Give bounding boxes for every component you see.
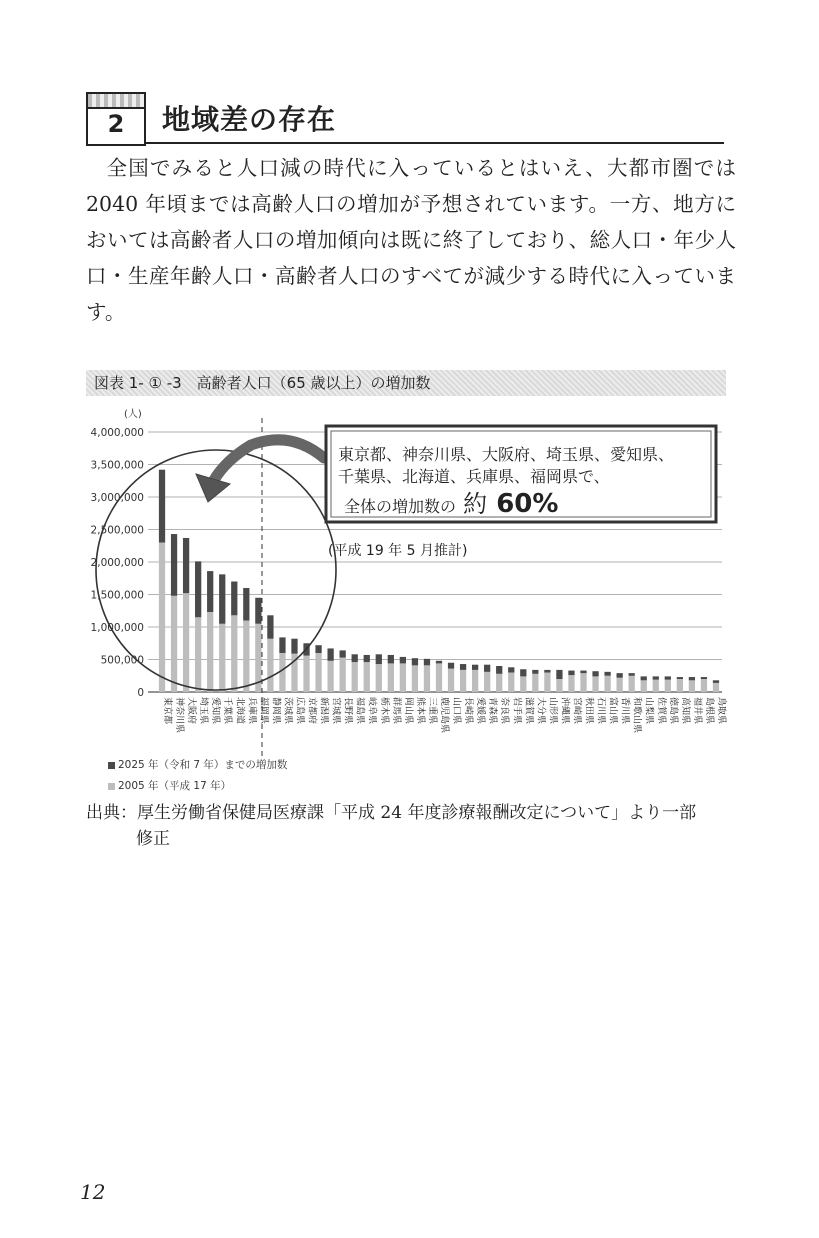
y-tick-label: 1,500,000 xyxy=(90,589,144,602)
increase-chart xyxy=(86,400,736,760)
bar-2005 xyxy=(400,663,406,692)
bar-2005 xyxy=(592,676,598,692)
x-tick-label: 高知県 xyxy=(679,697,690,725)
page-number: 12 xyxy=(80,1180,106,1204)
bar-increase-2025 xyxy=(496,666,502,674)
bar-increase-2025 xyxy=(255,598,261,624)
x-tick-label: 愛媛県 xyxy=(475,697,486,725)
bar-2005 xyxy=(352,662,358,692)
legend-swatch-dark xyxy=(108,762,115,769)
bar-increase-2025 xyxy=(520,669,526,676)
callout-line-3-prefix: 全体の増加数の xyxy=(344,497,457,516)
bar-2005 xyxy=(520,676,526,692)
bar-increase-2025 xyxy=(713,680,719,683)
bar-2005 xyxy=(315,653,321,692)
estimate-note: (平成 19 年 5 月推計) xyxy=(328,543,468,559)
bar-increase-2025 xyxy=(388,655,394,663)
x-tick-label: 香川県 xyxy=(619,697,630,725)
x-tick-label: 青森県 xyxy=(487,697,498,725)
x-tick-label: 福岡県 xyxy=(258,697,269,725)
x-tick-label: 広島県 xyxy=(294,697,305,725)
callout-line-1: 東京都、神奈川県、大阪府、埼玉県、愛知県、 xyxy=(338,445,675,464)
x-tick-label: 鳥取県 xyxy=(715,697,726,725)
x-tick-label: 佐賀県 xyxy=(655,697,666,725)
bar-2005 xyxy=(327,661,333,692)
bar-2005 xyxy=(532,674,538,692)
bar-2005 xyxy=(424,665,430,692)
x-tick-label: 宮城県 xyxy=(330,697,341,725)
bar-increase-2025 xyxy=(460,664,466,670)
x-tick-label: 福島県 xyxy=(354,697,365,725)
section-rule xyxy=(146,142,724,144)
bar-2005 xyxy=(436,663,442,692)
bar-2005 xyxy=(701,679,707,692)
bar-increase-2025 xyxy=(448,663,454,669)
bar-increase-2025 xyxy=(171,534,177,596)
legend-label-2025: 2025 年（令和 7 年）までの増加数 xyxy=(118,759,288,771)
bar-2005 xyxy=(544,673,550,693)
bar-2005 xyxy=(376,664,382,692)
bar-increase-2025 xyxy=(508,667,514,672)
bar-increase-2025 xyxy=(677,677,683,679)
bar-increase-2025 xyxy=(279,637,285,653)
bar-2005 xyxy=(641,680,647,692)
bar-increase-2025 xyxy=(183,538,189,593)
bar-increase-2025 xyxy=(653,676,659,679)
x-tick-label: 三重県 xyxy=(426,697,437,725)
x-tick-label: 愛知県 xyxy=(210,697,221,725)
bar-2005 xyxy=(412,665,418,692)
bar-increase-2025 xyxy=(689,677,695,680)
x-tick-label: 鹿児島県 xyxy=(439,697,449,734)
bar-2005 xyxy=(183,593,189,692)
x-tick-label: 岡山県 xyxy=(402,697,413,725)
bar-2005 xyxy=(460,670,466,692)
x-tick-label: 熊本県 xyxy=(414,697,425,725)
bar-increase-2025 xyxy=(159,470,165,543)
bar-increase-2025 xyxy=(231,582,237,616)
x-tick-label: 長崎県 xyxy=(463,697,474,725)
y-tick-label: 2,500,000 xyxy=(90,524,144,537)
x-tick-label: 滋賀県 xyxy=(523,697,534,725)
bar-2005 xyxy=(243,621,249,693)
callout-line-2: 千葉県、北海道、兵庫県、福岡県で、 xyxy=(338,467,610,486)
bar-2005 xyxy=(195,617,201,692)
x-tick-label: 群馬県 xyxy=(390,697,401,725)
bar-increase-2025 xyxy=(604,672,610,676)
bar-increase-2025 xyxy=(243,588,249,621)
x-tick-label: 茨城県 xyxy=(282,697,293,725)
bar-2005 xyxy=(171,596,177,692)
y-tick-label: 0 xyxy=(137,687,144,699)
bar-2005 xyxy=(388,663,394,692)
legend-item-2005 xyxy=(108,778,231,793)
bar-increase-2025 xyxy=(592,671,598,676)
x-tick-label: 長野県 xyxy=(342,697,353,725)
x-tick-label: 千葉県 xyxy=(222,697,233,725)
bar-increase-2025 xyxy=(484,665,490,672)
body-paragraph: 全国でみると人口減の時代に入っているとはいえ、大都市圏では2040 年頃までは高齢人口の増加が予想されています。一方、地方においては高齢者人口の増加傾向は既に終了しており、総人口・年少人口・生産年齢人口・高齢者人口のすべてが減少する時代に入っています。 xyxy=(86,156,736,324)
x-tick-label: 徳島県 xyxy=(667,697,678,725)
bar-2005 xyxy=(279,653,285,692)
x-tick-label: 埼玉県 xyxy=(198,697,209,725)
bar-2005 xyxy=(617,678,623,692)
bar-2005 xyxy=(629,676,635,692)
x-tick-label: 岩手県 xyxy=(511,697,522,725)
y-tick-label: 2,000,000 xyxy=(90,557,144,569)
bar-2005 xyxy=(472,670,478,692)
bar-increase-2025 xyxy=(412,658,418,665)
x-tick-label: 島根県 xyxy=(703,697,714,725)
bar-2005 xyxy=(508,673,514,693)
x-tick-label: 神奈川県 xyxy=(174,697,185,734)
source-note xyxy=(86,800,736,852)
bar-2005 xyxy=(653,680,659,692)
x-tick-label: 大分県 xyxy=(535,697,546,725)
source-line-2: 修正 xyxy=(136,829,170,849)
bar-increase-2025 xyxy=(544,670,550,673)
y-tick-label: 1,000,000 xyxy=(90,622,144,634)
section-heading xyxy=(84,86,724,146)
bar-2005 xyxy=(207,612,213,692)
bar-increase-2025 xyxy=(532,670,538,674)
bar-2005 xyxy=(496,674,502,692)
legend-swatch-light xyxy=(108,783,115,790)
bar-increase-2025 xyxy=(352,654,358,662)
bar-increase-2025 xyxy=(617,673,623,678)
x-tick-label: 山口県 xyxy=(451,697,462,725)
bar-increase-2025 xyxy=(436,661,442,664)
bar-2005 xyxy=(665,680,671,692)
bar-2005 xyxy=(267,639,273,692)
legend-item-2025 xyxy=(108,757,287,772)
legend-label-2005: 2005 年（平成 17 年） xyxy=(118,780,232,792)
callout-approx: 約 xyxy=(463,490,488,518)
x-tick-label: 奈良県 xyxy=(499,697,510,725)
x-tick-label: 新潟県 xyxy=(318,697,329,725)
bar-increase-2025 xyxy=(424,659,430,666)
source-line-1: 出典：厚生労働省保健局医療課「平成 24 年度診療報酬改定について」より一部 xyxy=(86,803,697,823)
x-tick-label: 石川県 xyxy=(595,697,606,725)
bar-increase-2025 xyxy=(556,670,562,679)
curved-arrow xyxy=(214,440,324,480)
bar-increase-2025 xyxy=(219,574,225,623)
section-number-box xyxy=(86,92,146,146)
bar-2005 xyxy=(568,675,574,692)
bar-increase-2025 xyxy=(376,654,382,664)
bar-increase-2025 xyxy=(340,650,346,657)
checker-pattern xyxy=(88,94,144,109)
bar-increase-2025 xyxy=(267,615,273,638)
x-tick-label: 栃木県 xyxy=(378,697,389,725)
x-tick-label: 宮崎県 xyxy=(571,697,582,725)
y-tick-label: 4,000,000 xyxy=(90,427,144,439)
bar-increase-2025 xyxy=(364,655,370,662)
bar-2005 xyxy=(231,615,237,692)
bar-2005 xyxy=(713,683,719,692)
bar-increase-2025 xyxy=(665,676,671,679)
bar-increase-2025 xyxy=(327,648,333,660)
x-tick-label: 福井県 xyxy=(691,697,702,725)
x-tick-label: 秋田県 xyxy=(583,697,594,725)
x-tick-label: 北海道 xyxy=(234,697,245,725)
bar-2005 xyxy=(159,543,165,693)
x-tick-label: 岐阜県 xyxy=(366,697,377,725)
bar-2005 xyxy=(556,679,562,692)
y-tick-label: 500,000 xyxy=(100,654,144,667)
bar-2005 xyxy=(580,673,586,692)
bar-increase-2025 xyxy=(641,676,647,680)
callout-percent: 60% xyxy=(496,489,559,519)
section-title: 地域差の存在 xyxy=(162,103,337,136)
y-axis-unit: (人) xyxy=(124,409,142,420)
section-number: 2 xyxy=(107,110,125,138)
x-tick-label: 山形県 xyxy=(547,697,558,725)
x-tick-labels xyxy=(162,697,728,733)
bar-2005 xyxy=(303,656,309,692)
bar-increase-2025 xyxy=(580,671,586,674)
bar-increase-2025 xyxy=(195,561,201,617)
x-tick-label: 沖縄県 xyxy=(559,697,570,725)
bar-2005 xyxy=(677,679,683,692)
x-tick-label: 和歌山県 xyxy=(631,697,642,734)
x-tick-label: 兵庫県 xyxy=(246,697,257,725)
bar-increase-2025 xyxy=(207,571,213,612)
y-tick-labels xyxy=(91,427,144,699)
x-tick-label: 山梨県 xyxy=(643,697,654,725)
bar-2005 xyxy=(448,669,454,692)
x-tick-label: 静岡県 xyxy=(270,697,281,725)
bar-increase-2025 xyxy=(629,673,635,676)
x-tick-label: 京都府 xyxy=(306,697,317,725)
bar-increase-2025 xyxy=(701,677,707,679)
bar-2005 xyxy=(364,662,370,692)
bar-increase-2025 xyxy=(400,657,406,664)
figure-title: 図表 1- ① -3 高齢者人口（65 歳以上）の増加数 xyxy=(86,370,726,396)
bar-2005 xyxy=(219,624,225,692)
bar-increase-2025 xyxy=(568,671,574,676)
bar-increase-2025 xyxy=(291,639,297,654)
x-tick-label: 富山県 xyxy=(607,697,618,725)
bar-increase-2025 xyxy=(315,645,321,653)
y-tick-label: 3,500,000 xyxy=(90,459,144,472)
bar-2005 xyxy=(604,676,610,692)
bar-2005 xyxy=(340,658,346,692)
x-tick-label: 東京都 xyxy=(162,697,173,725)
bar-2005 xyxy=(689,680,695,692)
bar-2005 xyxy=(484,672,490,692)
bar-increase-2025 xyxy=(472,665,478,670)
x-tick-label: 大阪府 xyxy=(186,697,197,725)
y-tick-label: 3,000,000 xyxy=(90,492,144,504)
